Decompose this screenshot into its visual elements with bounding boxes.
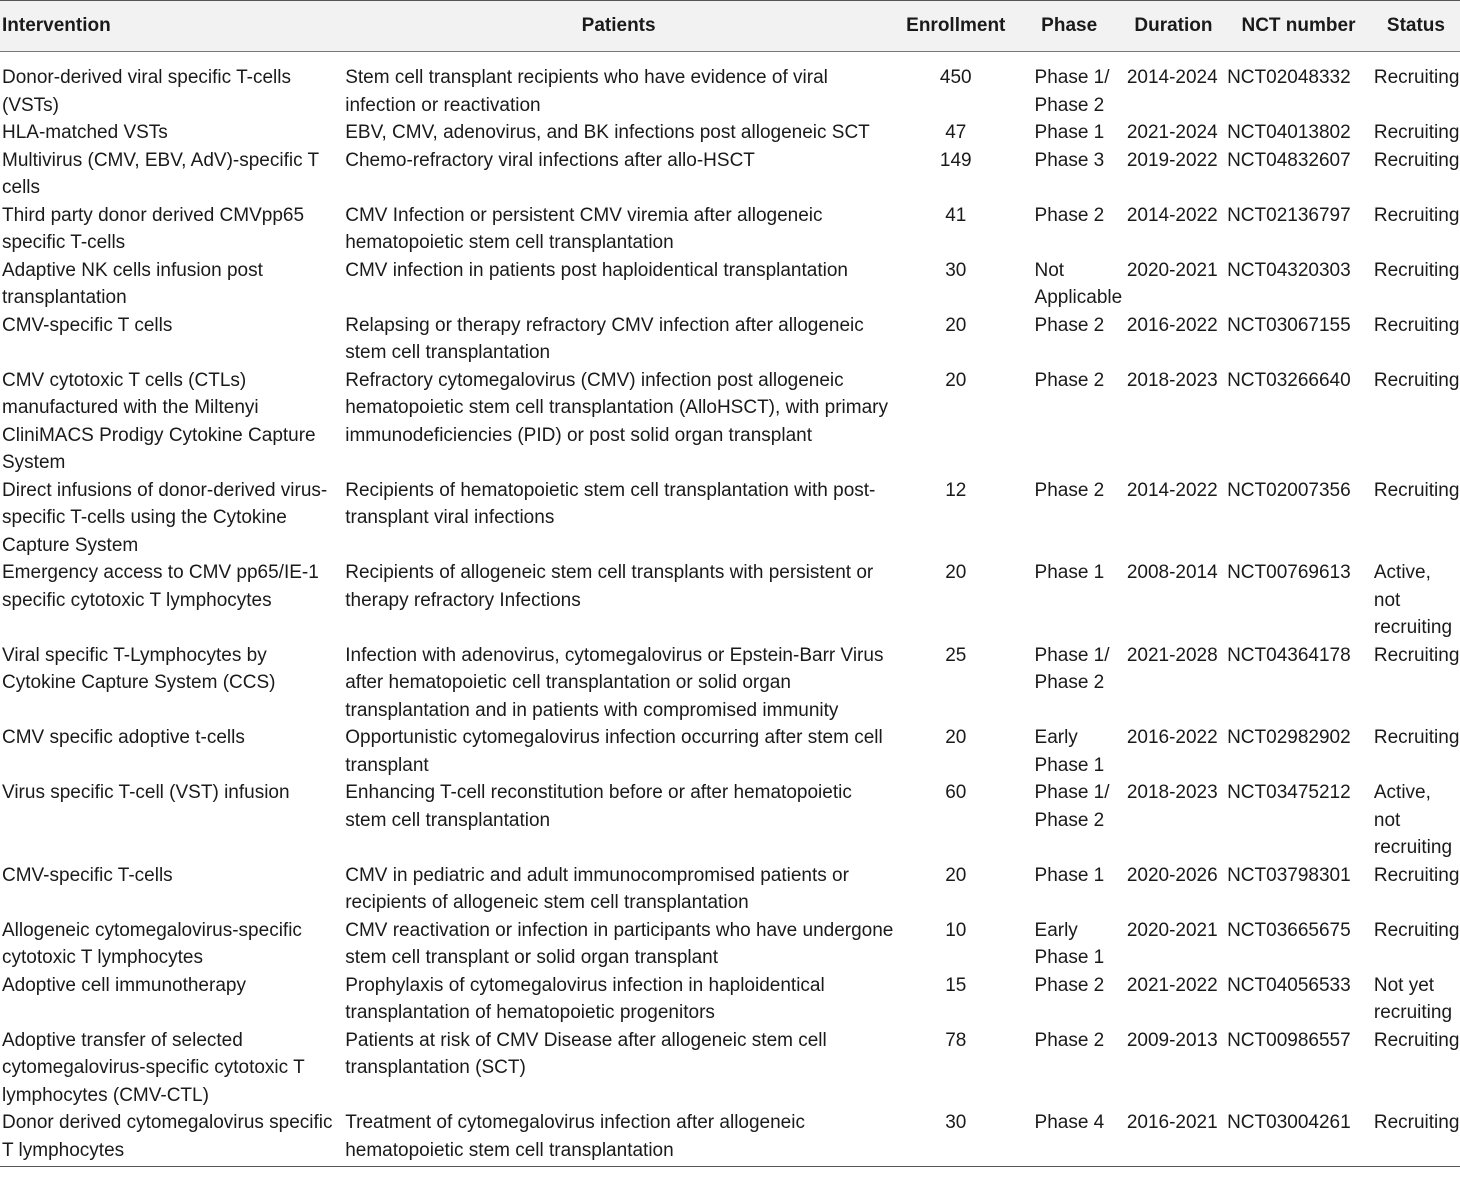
table-row — [0, 779, 1460, 862]
cell-phase: Phase 2 — [1034, 974, 1105, 996]
cell-duration: 2008-2014 — [1126, 562, 1218, 583]
header-enrollment: Enrollment — [895, 1, 1016, 52]
cell-phase: Phase 3 — [1034, 149, 1105, 171]
cell-patients: Recipients of allogeneic stem cell transplants with persistent or therapy refractory Infections — [345, 562, 874, 611]
cell-status: Recruiting — [1373, 1029, 1460, 1051]
cell-enrollment: 20 — [945, 562, 967, 583]
cell-nct-number: NCT00769613 — [1227, 562, 1351, 583]
cell-phase: Phase 2 — [1034, 369, 1105, 391]
cell-phase: Phase 2 — [1034, 1029, 1105, 1051]
header-phase: Phase — [1017, 1, 1122, 52]
cell-status: Recruiting — [1373, 864, 1460, 886]
cell-duration: 2019-2022 — [1126, 149, 1218, 171]
cell-intervention: Multivirus (CMV, EBV, AdV)-specific T cells — [2, 149, 319, 198]
cell-nct-number: NCT04832607 — [1227, 149, 1351, 171]
cell-status: Recruiting — [1373, 149, 1460, 171]
cell-enrollment: 41 — [945, 204, 967, 226]
cell-nct-number: NCT03665675 — [1227, 919, 1351, 941]
cell-patients: Refractory cytomegalovirus (CMV) infection post allogeneic hematopoietic stem cell transplantation (AlloHSCT), with primary immunodeficiencies (PID) or post solid organ transplant — [345, 369, 888, 446]
cell-enrollment: 15 — [945, 974, 967, 996]
cell-duration: 2016-2022 — [1126, 727, 1218, 748]
cell-phase: Phase 1/ Phase 2 — [1034, 782, 1110, 831]
cell-patients: CMV reactivation or infection in participants who have undergone stem cell transplant or solid organ transplant — [345, 919, 894, 968]
table-row — [0, 642, 1460, 725]
cell-patients: Treatment of cytomegalovirus infection after allogeneic hematopoietic stem cell transplantation — [342, 1109, 895, 1167]
cell-patients: Infection with adenovirus, cytomegalovirus or Epstein-Barr Virus after hematopoietic cell transplantation or solid organ transplantation and in patients with compromised immunity — [345, 644, 884, 721]
cell-status: Active, not recruiting — [1373, 782, 1453, 858]
table-header — [0, 1, 1460, 52]
cell-status: Recruiting — [1373, 727, 1460, 748]
cell-nct-number: NCT04056533 — [1227, 974, 1351, 996]
cell-nct-number: NCT02048332 — [1227, 67, 1351, 88]
cell-nct-number: NCT03067155 — [1227, 314, 1351, 336]
cell-enrollment: 12 — [945, 479, 967, 501]
header-nct-number: NCT number — [1225, 1, 1372, 52]
cell-patients: Recipients of hematopoietic stem cell transplantation with post-transplant viral infections — [345, 479, 876, 528]
cell-duration: 2020-2021 — [1126, 919, 1218, 941]
cell-nct-number: NCT04320303 — [1227, 259, 1351, 281]
cell-nct-number: NCT02007356 — [1227, 479, 1351, 501]
header-patients: Patients — [342, 1, 895, 52]
table-row — [0, 119, 1460, 147]
cell-intervention: CMV specific adoptive t-cells — [2, 727, 245, 748]
cell-phase: Phase 4 — [1017, 1109, 1122, 1167]
cell-intervention: Third party donor derived CMVpp65 specific T-cells — [2, 204, 305, 253]
cell-intervention: Adaptive NK cells infusion post transplantation — [2, 259, 263, 308]
header-intervention: Intervention — [0, 1, 342, 52]
cell-duration: 2018-2023 — [1126, 369, 1218, 391]
cell-enrollment: 20 — [945, 727, 967, 748]
cell-nct-number: NCT03004261 — [1225, 1109, 1372, 1167]
cell-enrollment: 47 — [945, 122, 967, 143]
table-row — [0, 257, 1460, 312]
cell-status: Recruiting — [1373, 314, 1460, 336]
header-duration: Duration — [1122, 1, 1225, 52]
cell-intervention: Direct infusions of donor-derived virus-specific T-cells using the Cytokine Capture System — [2, 479, 328, 556]
cell-intervention: Donor derived cytomegalovirus specific T lymphocytes — [0, 1109, 342, 1167]
table-row — [0, 724, 1460, 779]
cell-intervention: Viral specific T-Lymphocytes by Cytokine Capture System (CCS) — [2, 644, 276, 693]
cell-duration: 2014-2024 — [1126, 67, 1218, 88]
cell-phase: Early Phase 1 — [1034, 727, 1105, 776]
cell-intervention: CMV-specific T cells — [2, 314, 173, 336]
cell-patients: Prophylaxis of cytomegalovirus infection in haploidentical transplantation of hematopoietic progenitors — [345, 974, 825, 1023]
cell-duration: 2016-2021 — [1122, 1109, 1225, 1167]
cell-duration: 2009-2013 — [1126, 1029, 1218, 1051]
cell-patients: Relapsing or therapy refractory CMV infection after allogeneic stem cell transplantation — [345, 314, 864, 363]
cell-phase: Phase 2 — [1034, 479, 1105, 501]
cell-nct-number: NCT03798301 — [1227, 864, 1351, 886]
cell-enrollment: 450 — [939, 67, 972, 88]
cell-intervention: Allogeneic cytomegalovirus-specific cytotoxic T lymphocytes — [2, 919, 302, 968]
header-status: Status — [1372, 1, 1460, 52]
cell-phase: Phase 1 — [1034, 864, 1105, 886]
cell-phase: Early Phase 1 — [1034, 919, 1105, 968]
cell-duration: 2020-2021 — [1126, 259, 1218, 281]
cell-phase: Phase 1 — [1034, 562, 1105, 583]
cell-phase: Phase 2 — [1034, 204, 1105, 226]
cell-intervention: Emergency access to CMV pp65/IE-1 specific cytotoxic T lymphocytes — [2, 562, 319, 611]
cell-patients: Patients at risk of CMV Disease after allogeneic stem cell transplantation (SCT) — [345, 1029, 827, 1078]
cell-intervention: Adoptive transfer of selected cytomegalovirus-specific cytotoxic T lymphocytes (CMV-CTL) — [2, 1029, 305, 1106]
cell-enrollment: 10 — [945, 919, 967, 941]
cell-enrollment: 30 — [895, 1109, 1016, 1167]
cell-phase: Phase 1/ Phase 2 — [1034, 644, 1110, 693]
cell-nct-number: NCT02136797 — [1227, 204, 1351, 226]
table-row — [0, 1109, 1460, 1167]
cell-status: Recruiting — [1373, 122, 1460, 143]
cell-intervention: CMV-specific T-cells — [2, 864, 173, 886]
cell-duration: 2021-2024 — [1126, 122, 1218, 143]
cell-intervention: Virus specific T-cell (VST) infusion — [2, 782, 290, 803]
cell-intervention: HLA-matched VSTs — [2, 122, 168, 143]
cell-patients: CMV infection in patients post haploidentical transplantation — [345, 259, 848, 281]
cell-patients: Opportunistic cytomegalovirus infection occurring after stem cell transplant — [345, 727, 883, 776]
table-body — [0, 52, 1460, 1167]
cell-status: Recruiting — [1373, 369, 1460, 391]
cell-status: Active, not recruiting — [1373, 562, 1453, 638]
cell-patients: Chemo-refractory viral infections after allo-HSCT — [345, 149, 755, 171]
table-row — [0, 52, 1460, 120]
cell-patients: CMV in pediatric and adult immunocompromised patients or recipients of allogeneic stem cell transplantation — [345, 864, 849, 913]
cell-duration: 2014-2022 — [1126, 204, 1218, 226]
cell-nct-number: NCT03266640 — [1227, 369, 1351, 391]
table-row — [0, 559, 1460, 642]
cell-intervention: Donor-derived viral specific T-cells (VSTs) — [2, 67, 291, 116]
cell-intervention: Adoptive cell immunotherapy — [2, 974, 246, 996]
cell-duration: 2021-2022 — [1126, 974, 1218, 996]
cell-enrollment: 30 — [945, 259, 967, 281]
cell-enrollment: 20 — [945, 314, 967, 336]
table-row — [0, 862, 1460, 917]
cell-phase: Phase 2 — [1034, 314, 1105, 336]
header-row — [0, 1, 1460, 52]
table-row — [0, 972, 1460, 1027]
cell-phase: Not Applicable — [1034, 259, 1123, 308]
table-row — [0, 312, 1460, 367]
cell-nct-number: NCT04364178 — [1227, 644, 1351, 666]
cell-status: Recruiting — [1373, 644, 1460, 666]
table-row — [0, 917, 1460, 972]
cell-status: Recruiting — [1373, 919, 1460, 941]
cell-status: Recruiting — [1373, 204, 1460, 226]
table-row — [0, 1027, 1460, 1110]
cell-intervention: CMV cytotoxic T cells (CTLs) manufactured with the Miltenyi CliniMACS Prodigy Cytokine Capture System — [2, 369, 316, 473]
cell-nct-number: NCT03475212 — [1227, 782, 1351, 803]
cell-enrollment: 25 — [945, 644, 967, 666]
cell-phase: Phase 1/ Phase 2 — [1034, 67, 1110, 116]
cell-duration: 2018-2023 — [1126, 782, 1218, 803]
cell-patients: EBV, CMV, adenovirus, and BK infections post allogeneic SCT — [345, 122, 870, 143]
table-row — [0, 367, 1460, 477]
cell-duration: 2021-2028 — [1126, 644, 1218, 666]
cell-enrollment: 78 — [945, 1029, 967, 1051]
table-row — [0, 477, 1460, 560]
cell-patients: CMV Infection or persistent CMV viremia after allogeneic hematopoietic stem cell transplantation — [345, 204, 823, 253]
cell-status: Not yet recruiting — [1373, 974, 1453, 1023]
cell-enrollment: 149 — [939, 149, 972, 171]
cell-duration: 2020-2026 — [1126, 864, 1218, 886]
cell-enrollment: 60 — [945, 782, 967, 803]
table-row — [0, 202, 1460, 257]
cell-phase: Phase 1 — [1034, 122, 1105, 143]
cell-duration: 2016-2022 — [1126, 314, 1218, 336]
cell-patients: Stem cell transplant recipients who have evidence of viral infection or reactivation — [345, 67, 828, 116]
cell-status: Recruiting — [1373, 479, 1460, 501]
cell-nct-number: NCT00986557 — [1227, 1029, 1351, 1051]
cell-enrollment: 20 — [945, 864, 967, 886]
cell-nct-number: NCT04013802 — [1227, 122, 1351, 143]
cell-enrollment: 20 — [945, 369, 967, 391]
cell-status: Recruiting — [1373, 67, 1460, 88]
table-row — [0, 147, 1460, 202]
cell-status: Recruiting — [1372, 1109, 1460, 1167]
cell-status: Recruiting — [1373, 259, 1460, 281]
cell-nct-number: NCT02982902 — [1227, 727, 1351, 748]
cell-patients: Enhancing T-cell reconstitution before or after hematopoietic stem cell transplantation — [345, 782, 852, 831]
cell-duration: 2014-2022 — [1126, 479, 1218, 501]
